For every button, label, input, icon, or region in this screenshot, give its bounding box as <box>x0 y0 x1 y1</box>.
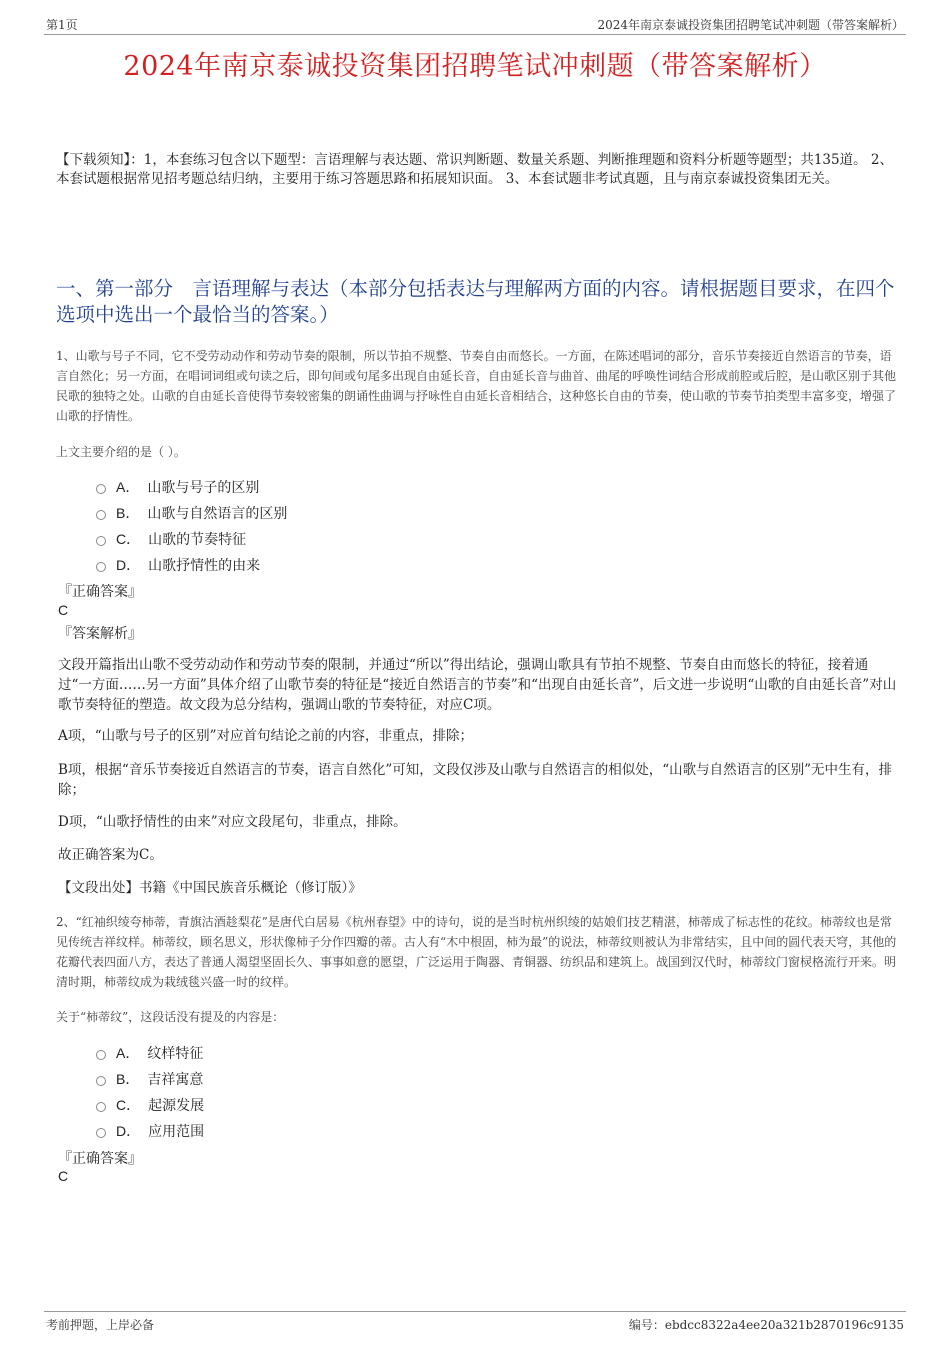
radio-icon[interactable] <box>96 1128 106 1138</box>
analysis-paragraph: D项，“山歌抒情性的由来”对应文段尾句，非重点，排除。 <box>58 814 407 830</box>
analysis-paragraph: 文段开篇指出山歌不受劳动动作和劳动节奏的限制，并通过“所以”得出结论，强调山歌具有节拍不规整、节奏自由而悠长的特征，接着通过“一方面……另一方面”具体介绍了山歌节奏的特征是“接近自然语言的节奏”和“出现自由延长音”，后文进一步说明“山歌的自由延长音”对山歌节奏特征的塑造。故文段为总分结构，强调山歌的节奏特征，对应C项。 <box>58 657 897 713</box>
option-text: 山歌与号子的区别 <box>147 480 260 496</box>
question-2-option-c[interactable] <box>96 1095 204 1115</box>
question-1-analysis-label: 『答案解析』 <box>58 626 142 642</box>
question-1-option-d[interactable] <box>96 555 260 575</box>
document-title: 2024年南京泰诚投资集团招聘笔试冲刺题（带答案解析） <box>123 51 827 82</box>
question-2-option-a[interactable] <box>96 1043 203 1063</box>
page-footer <box>44 1311 906 1334</box>
radio-icon[interactable] <box>96 510 106 520</box>
analysis-source: 【文段出处】书籍《中国民族音乐概论（修订版）》 <box>58 880 362 896</box>
radio-icon[interactable] <box>96 562 106 572</box>
question-1-option-c[interactable] <box>96 529 246 549</box>
question-1-option-a[interactable] <box>96 477 259 497</box>
analysis-paragraph: B项，根据“音乐节奏接近自然语言的节奏，语言自然化”可知，文段仅涉及山歌与自然语言的相似处，“山歌与自然语言的区别”无中生有，排除； <box>58 762 893 798</box>
option-text: 山歌的节奏特征 <box>148 532 247 548</box>
question-2-prompt: 关于“柿蒂纹”，这段话没有提及的内容是： <box>56 1010 285 1024</box>
question-2-option-d[interactable] <box>96 1121 204 1141</box>
option-text: 山歌抒情性的由来 <box>148 558 261 574</box>
page-header <box>44 14 906 35</box>
question-2-text: 2、“红袖织绫夸柿蒂，青旗沽酒趁梨花”是唐代白居易《杭州春望》中的诗句，说的是当时杭州织绫的姑娘们技艺精湛，柿蒂成了标志性的花纹。柿蒂纹也是常见传统吉祥纹样。柿蒂纹，顾名思义，形状像柿子分作四瓣的蒂。古人有“木中根固，柿为最”的说法，柿蒂纹则被认为非常结实，且中间的圆代表天穹，其他的花瓣代表四面八方，表达了普通人渴望坚固长久、事事如意的愿望，广泛运用于陶器、青铜器、纺织品和建筑上。战国到汉代时，柿蒂纹门窗棂格流行开来。明清时期，柿蒂纹成为栽绒毯兴盛一时的纹样。 <box>56 915 897 989</box>
option-text: 起源发展 <box>148 1098 205 1114</box>
option-letter: A． <box>116 479 140 495</box>
option-letter: C． <box>116 1097 141 1113</box>
analysis-paragraph: 故正确答案为C。 <box>58 847 163 863</box>
question-1-text: 1、山歌与号子不同，它不受劳动动作和劳动节奏的限制，所以节拍不规整、节奏自由而悠长。一方面，在陈述唱词的部分，音乐节奏接近自然语言的节奏，语言自然化；另一方面，在唱词词组或句读之后，即句间或句尾多出现自由延长音，自由延长音与曲首、曲尾的呼唤性词结合形成前腔或后腔，是山歌区别于其他民歌的独特之处。山歌的自由延长音使得节奏较密集的朗诵性曲调与抒咏性自由延长音相结合，这种悠长自由的节奏，使山歌的节奏节拍类型丰富多变，增强了山歌的抒情性。 <box>56 349 897 423</box>
radio-icon[interactable] <box>96 484 106 494</box>
footer-slogan: 考前押题，上岸必备 <box>46 1318 155 1332</box>
footer-serial: 编号：ebdcc8322a4ee20a321b2870196c9135 <box>628 1318 904 1332</box>
radio-icon[interactable] <box>96 1102 106 1112</box>
option-text: 吉祥寓意 <box>147 1072 204 1088</box>
option-letter: C． <box>116 531 141 547</box>
page-number: 第1页 <box>46 18 78 32</box>
section-heading: 一、第一部分 言语理解与表达（本部分包括表达与理解两方面的内容。请根据题目要求，在四个选项中选出一个最恰当的答案。） <box>56 277 895 326</box>
question-2-answer-label: 『正确答案』 <box>58 1151 142 1167</box>
question-1-option-b[interactable] <box>96 503 287 523</box>
option-text: 纹样特征 <box>147 1046 204 1062</box>
question-2-option-b[interactable] <box>96 1069 203 1089</box>
option-letter: B． <box>116 1071 140 1087</box>
option-letter: D． <box>116 1123 141 1139</box>
option-text: 应用范围 <box>148 1124 205 1140</box>
header-doc-title: 2024年南京泰诚投资集团招聘笔试冲刺题（带答案解析） <box>597 18 904 32</box>
question-1-answer: C <box>58 602 69 618</box>
analysis-paragraph: A项，“山歌与号子的区别”对应首句结论之前的内容，非重点，排除； <box>58 728 474 744</box>
question-1-answer-label: 『正确答案』 <box>58 584 142 600</box>
radio-icon[interactable] <box>96 1050 106 1060</box>
question-1-prompt: 上文主要介绍的是（ ）。 <box>56 445 186 459</box>
option-letter: B． <box>116 505 140 521</box>
radio-icon[interactable] <box>96 536 106 546</box>
question-2-answer: C <box>58 1168 69 1184</box>
radio-icon[interactable] <box>96 1076 106 1086</box>
option-text: 山歌与自然语言的区别 <box>147 506 288 522</box>
download-notice: 【下载须知】：1，本套练习包含以下题型：言语理解与表达题、常识判断题、数量关系题、判断推理题和资料分析题等题型；共135道。 2、本套试题根据常见招考题总结归纳，主要用于练习答题思路和拓展知识面。 3、本套试题非考试真题，且与南京泰诚投资集团无关。 <box>56 152 893 187</box>
option-letter: A． <box>116 1045 140 1061</box>
option-letter: D． <box>116 557 141 573</box>
